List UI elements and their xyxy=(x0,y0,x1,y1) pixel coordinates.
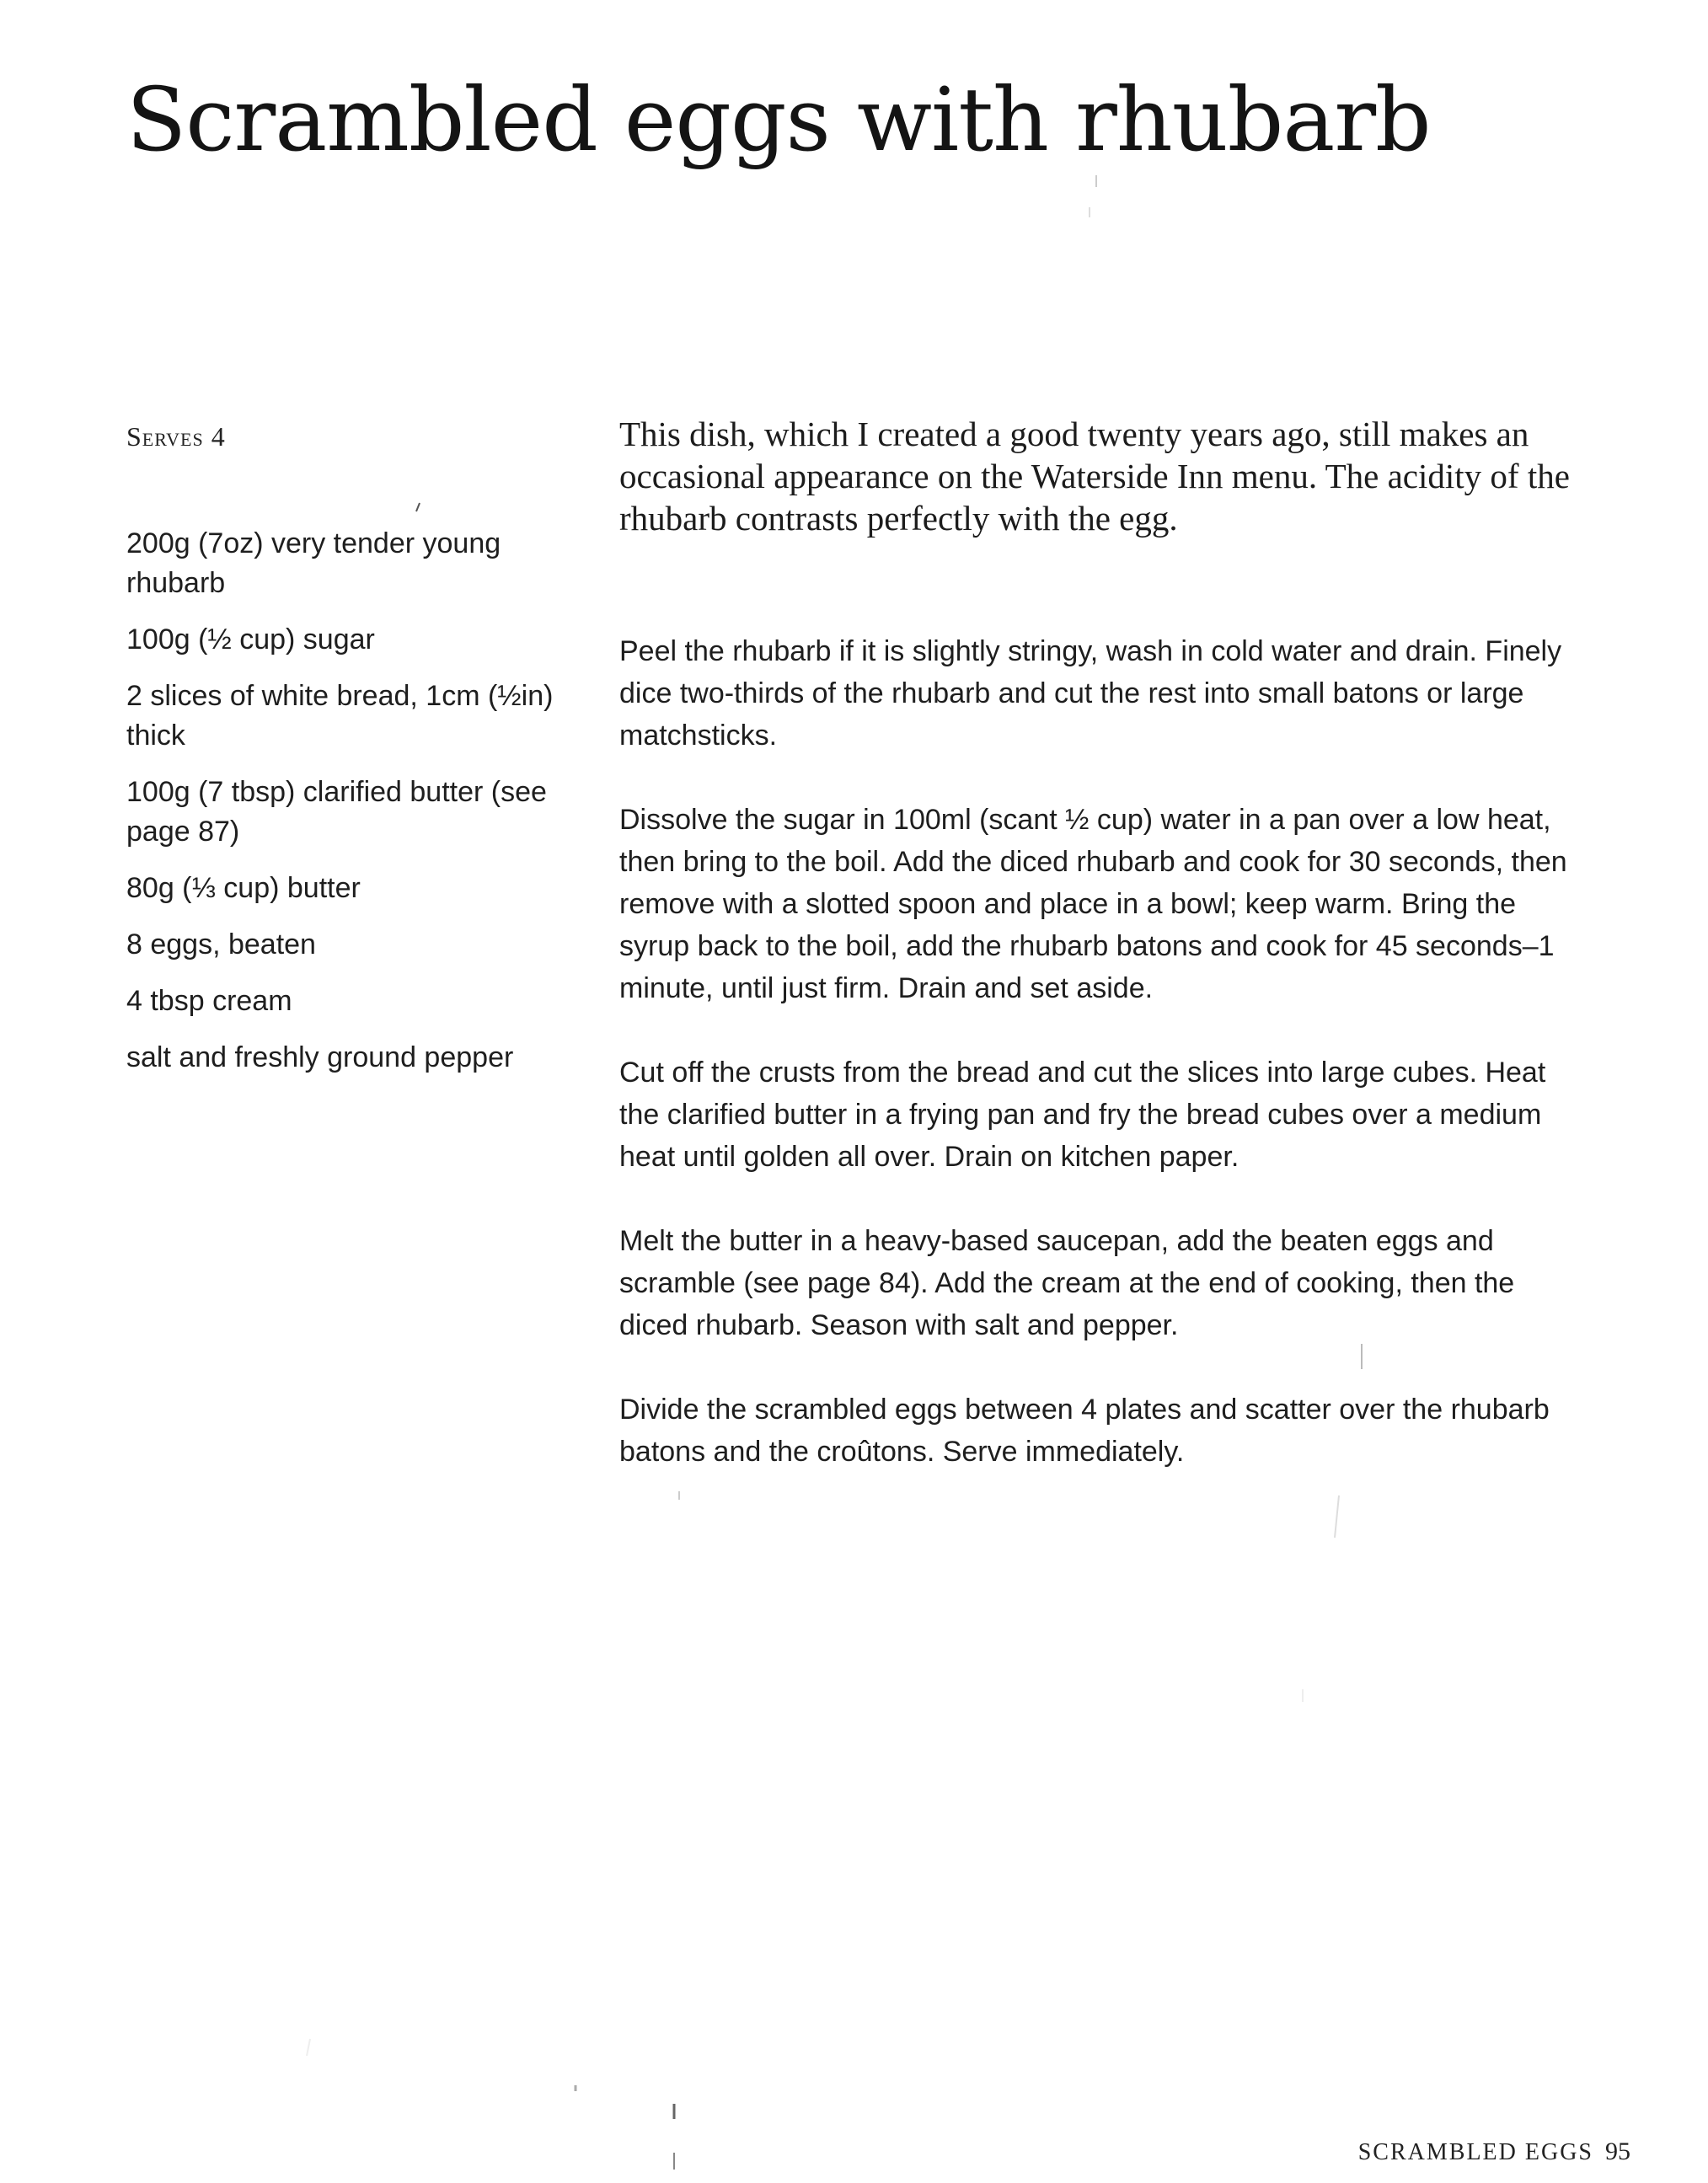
intro-paragraph: This dish, which I created a good twenty years ago, still makes an occasional appearance on the Waterside Inn menu. The acidity of the rhubarb contrasts perfectly with the egg. xyxy=(619,415,1570,538)
scan-mark xyxy=(307,2039,310,2056)
scan-mark xyxy=(416,503,420,511)
method-steps xyxy=(619,630,1584,1515)
ingredient-item: 100g (7 tbsp) clarified butter (see page 87) xyxy=(126,776,547,848)
method-step: Peel the rhubarb if it is slightly stringy, wash in cold water and drain. Finely dice two-thirds of the rhubarb and cut the rest into small batons or large matchsticks. xyxy=(619,635,1562,752)
ingredient-item: 100g (½ cup) sugar xyxy=(126,623,375,655)
method-step: Melt the butter in a heavy-based saucepan, add the beaten eggs and scramble (see page 84). Add the cream at the end of cooking, then the diced rhubarb. Season with salt and pepper. xyxy=(619,1225,1515,1341)
recipe-title: Scrambled eggs with rhubarb xyxy=(126,68,1431,171)
serves-label: Serves 4 xyxy=(126,421,226,452)
method-step: Divide the scrambled eggs between 4 plates and scatter over the rhubarb batons and the croûtons. Serve immediately. xyxy=(619,1394,1550,1468)
ingredient-item: salt and freshly ground pepper xyxy=(126,1041,514,1073)
ingredient-item: 2 slices of white bread, 1cm (½in) thick xyxy=(126,680,554,752)
method-step: Dissolve the sugar in 100ml (scant ½ cup) water in a pan over a low heat, then bring to the boil. Add the diced rhubarb and cook for 30 seconds, then remove with a slotted spoon and place in a bowl; keep warm. Bring the syrup back to the boil, add the rhubarb batons and cook for 45 seconds–1 minute, until just firm. Drain and set aside. xyxy=(619,804,1567,1004)
ingredient-item: 200g (7oz) very tender young rhubarb xyxy=(126,527,501,599)
page-number: 95 xyxy=(1605,2138,1630,2165)
running-footer xyxy=(1358,2138,1630,2166)
ingredient-list xyxy=(126,524,581,1094)
ingredient-item: 8 eggs, beaten xyxy=(126,928,316,960)
method-step: Cut off the crusts from the bread and cut the slices into large cubes. Heat the clarified butter in a frying pan and fry the bread cubes over a medium heat until golden all over. Drain on kitchen paper. xyxy=(619,1057,1546,1173)
footer-section-title: SCRAMBLED EGGS xyxy=(1357,2139,1593,2165)
ingredient-item: 4 tbsp cream xyxy=(126,985,292,1017)
ingredient-item: 80g (⅓ cup) butter xyxy=(126,872,361,904)
